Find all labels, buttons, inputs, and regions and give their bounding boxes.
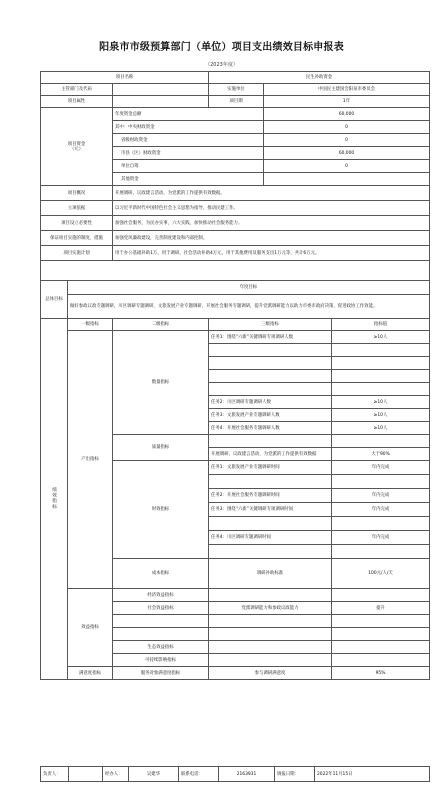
quantity-row-name: 任务2：川区调研专题调研人数 — [209, 396, 332, 409]
overview-value: 开展调研、议政建言活动，为党派的工作提供有效数据。 — [113, 186, 430, 201]
time-row-value — [332, 517, 430, 531]
funds-row-label: 市县（区）财政资金 — [113, 147, 264, 160]
overall-goal-label: 总体目标 — [41, 281, 68, 319]
ecological-indicator-label: 生态效益指标 — [113, 641, 209, 654]
quantity-row-value — [332, 344, 430, 357]
time-row-name: 任务1：文旅发展产业专题调研时间 — [209, 461, 332, 475]
funds-label: 项目资金 （元） — [41, 108, 113, 186]
output-indicator-label: 产出指标 — [68, 331, 113, 589]
project-name-label: 项目名称 — [41, 72, 209, 84]
target-table — [40, 71, 430, 680]
funds-row-label: 单位自筹 — [113, 160, 264, 173]
funds-row-label: 省级财政资金 — [113, 134, 264, 147]
ecological-row-value — [332, 641, 430, 654]
leader-value — [69, 767, 103, 782]
benefit-indicator-label: 效益指标 — [68, 589, 113, 667]
period-label: 项目期 — [209, 96, 264, 108]
value-header: 指标值 — [332, 319, 430, 331]
benefit-blank-value — [332, 628, 430, 641]
quantity-row-value: ≥10人 — [332, 396, 430, 409]
necessity-label: 项目设立必要性 — [41, 216, 113, 231]
satisfaction-row-value: 95% — [332, 667, 430, 680]
time-row-value: 年内完成 — [332, 489, 430, 503]
time-row-name — [209, 545, 332, 559]
handler-value: 吴建华 — [129, 767, 179, 782]
quantity-row-name — [209, 370, 332, 383]
cost-indicator-label: 成本指标 — [113, 559, 209, 589]
phone-value: 2163931 — [219, 767, 275, 782]
signature-row — [40, 766, 430, 782]
project-name-value: 民生补助资金 — [209, 72, 430, 84]
quality-row-value — [332, 435, 430, 448]
basis-value: 以习近平新时代中国特色社会主义思想为指导，推动民建工作。 — [113, 201, 430, 216]
time-row-value — [332, 545, 430, 559]
guarantee-value: 加强党风廉政建设，完善制度建设和内部控制。 — [113, 231, 430, 246]
funds-row-label: 其中：中央财政资金 — [113, 121, 264, 134]
quantity-row-name: 任务1：围绕“六新”关键调研专项调研人数 — [209, 331, 332, 344]
satisfaction-indicator-label: 满意度指标 — [68, 667, 113, 680]
attribute-label: 项目属性 — [41, 96, 113, 108]
funds-row-label: 年度资金总额 — [113, 108, 264, 121]
overall-goal-text: 做好参政议政专题调研，川区调研专题调研，文旅发展产业专题调研，开展社会服务专题调研，提升党派调研能力以助力市委市政府决策，促进政协工作效能。 — [68, 295, 430, 319]
funds-row-value: 0 — [264, 160, 430, 173]
level1-header: 一级指标 — [68, 319, 113, 331]
attribute-value — [113, 96, 209, 108]
funds-row-value: 0 — [264, 134, 430, 147]
funds-row-label: 其他资金 — [113, 173, 264, 186]
satisfaction-sub-label: 服务对象满意度指标 — [113, 667, 209, 680]
social-row-name: 党派调研能力和参政议政能力 — [209, 602, 332, 615]
ecological-row-name — [209, 641, 332, 654]
benefit-blank-value — [332, 615, 430, 628]
quantity-row-value: ≥10人 — [332, 422, 430, 435]
plan-value: 用于办公基础补助1万、用于调研、社会活动补助4万元，用于其他费用及服务支出1万元等，共计6万元。 — [113, 246, 430, 261]
quantity-row-name — [209, 383, 332, 396]
dept-value — [113, 84, 209, 96]
time-row-name: 任务4：川区调研专题调研时间 — [209, 531, 332, 545]
quality-row-name: 开展调研、议政建言活动，为党派的工作提供有效数据 — [209, 448, 332, 461]
overview-label: 项目概况 — [41, 186, 113, 201]
level3-header: 三级指标 — [209, 319, 332, 331]
plan-label: 项目实施计划 — [41, 246, 113, 261]
benefit-blank — [113, 615, 209, 628]
quantity-row-value — [332, 357, 430, 370]
sustainable-row-value — [332, 654, 430, 667]
quantity-row-value — [332, 370, 430, 383]
time-row-value: 年内完成 — [332, 503, 430, 517]
time-row-value — [332, 475, 430, 489]
annual-goal-label: 年度目标 — [68, 281, 430, 295]
quantity-row-name — [209, 357, 332, 370]
quality-row-name — [209, 435, 332, 448]
funds-row-value: 60,000 — [264, 147, 430, 160]
time-row-name — [209, 517, 332, 531]
date-label: 填报日期： — [275, 767, 315, 782]
handler-label: 经办人： — [103, 767, 129, 782]
level2-header: 二级指标 — [113, 319, 209, 331]
benefit-blank — [113, 628, 209, 641]
time-row-value: 年内完成 — [332, 531, 430, 545]
impl-unit-value: 中国民主建国会阳泉市委员会 — [264, 84, 430, 96]
necessity-value: 加强社会服务，为民办实事，六大实践，加快推动社会服务能力。 — [113, 216, 430, 231]
guarantee-label: 保证项目实施的制度、措施 — [41, 231, 113, 246]
quality-indicator-label: 质量指标 — [113, 435, 209, 461]
quantity-row-value: ≥10人 — [332, 409, 430, 422]
phone-label: 联系电话： — [179, 767, 219, 782]
quantity-row-name — [209, 344, 332, 357]
year-subtitle: （2023年度） — [205, 62, 238, 68]
benefit-blank-name — [209, 628, 332, 641]
quality-row-value: 大于90% — [332, 448, 430, 461]
quantity-row-value — [332, 383, 430, 396]
quantity-row-value: ≥10人 — [332, 331, 430, 344]
economic-row-value — [332, 589, 430, 602]
cost-row-name: 调研补助标准 — [209, 559, 332, 589]
dept-label: 主管部门及代码 — [41, 84, 113, 96]
page-title: 阳泉市市级预算部门（单位）项目支出绩效目标申报表 — [99, 42, 344, 53]
cost-row-value: 100元/人/天 — [332, 559, 430, 589]
quantity-indicator-label: 数量指标 — [113, 331, 209, 435]
blank-row — [41, 261, 430, 281]
economic-row-name — [209, 589, 332, 602]
sustainable-indicator-label: 可持续影响指标 — [113, 654, 209, 667]
funds-row-value: 60,000 — [264, 108, 430, 121]
time-row-name: 任务3：围绕“六新”关键调研专项调研时间 — [209, 503, 332, 517]
economic-indicator-label: 经济效益指标 — [113, 589, 209, 602]
leader-label: 负责人： — [41, 767, 69, 782]
funds-row-value — [264, 173, 430, 186]
perf-indicators-vertical: 绩效指标 — [41, 319, 68, 680]
time-row-name — [209, 475, 332, 489]
date-value: 2022年11月15日 — [315, 767, 430, 782]
sustainable-row-name — [209, 654, 332, 667]
impl-unit-label: 实施单位 — [209, 84, 264, 96]
social-indicator-label: 社会效益指标 — [113, 602, 209, 615]
timeliness-indicator-label: 时效指标 — [113, 461, 209, 559]
time-row-name: 任务2：开展社会服务专题调研时间 — [209, 489, 332, 503]
basis-label: 立项依据 — [41, 201, 113, 216]
period-value: 1年 — [264, 96, 430, 108]
benefit-blank-name — [209, 615, 332, 628]
satisfaction-row-name: 参与调研满意度 — [209, 667, 332, 680]
quantity-row-name: 任务4：开展社会服务专题调研人数 — [209, 422, 332, 435]
time-row-value: 年内完成 — [332, 461, 430, 475]
funds-row-value: 0 — [264, 121, 430, 134]
quantity-row-name: 任务3：文旅发展产业专题调研人数 — [209, 409, 332, 422]
social-row-value: 提升 — [332, 602, 430, 615]
